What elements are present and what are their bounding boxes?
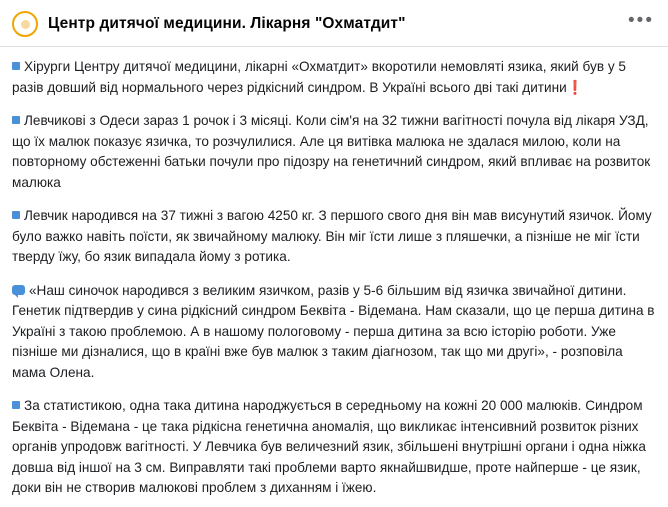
post-header	[0, 0, 668, 46]
post-paragraph	[12, 57, 656, 98]
post-paragraph	[12, 396, 656, 499]
exclamation-mark-icon: ❗	[566, 79, 584, 95]
blue-square-bullet-icon	[12, 62, 20, 70]
avatar[interactable]	[12, 11, 38, 37]
paragraph-text: Левчик народився на 37 тижні з вагою 4250 кг. З першого свого дня він мав висунутий язичок. Йому було важко навіть поїсти, як звичайному малюку. Він міг їсти лише з пляшечки, а пізніше не міг їсти тверду їжу, бо язик випадала йому з ротика.	[12, 208, 652, 264]
post-paragraph	[12, 206, 656, 268]
post-paragraph	[12, 111, 656, 193]
paragraph-text: Левчикові з Одеси зараз 1 рочок і 3 місяці. Коли сім'я на 32 тижни вагітності почула від лікаря УЗД, що їх малюк показує язичка, то розчулилися. Але ця витівка малюка не здалася милою, коли на повторному обстеженні батьки почули про підозру на генетичний синдром, який впливає на розвиток малюка	[12, 113, 651, 190]
post-body	[0, 47, 668, 499]
post-paragraph-quote	[12, 281, 656, 384]
paragraph-text: Хірурги Центру дитячої медицини, лікарні «Охматдит» вкоротили немовляті язика, який був у 5 разів довший від нормального через рідкісний синдром. В Україні всього дві такі дитини	[12, 59, 626, 95]
blue-square-bullet-icon	[12, 211, 20, 219]
blue-square-bullet-icon	[12, 401, 20, 409]
speech-bubble-icon	[12, 285, 25, 295]
paragraph-text: За статистикою, одна така дитина народжується в середньому на кожні 20 000 малюків. Синдром Беквіта - Відемана - це така рідкісна генетична аномалія, що викликає інтенсивний розвиток різних органів упродовж вагітності. У Левчика був величезний язик, збільшені внутрішні органи і одна ніжка довша від іншої на 3 см. Виправляти такі проблеми варто якнайшвидше, проте найперше - це язик, доки він не створив малюкові проблем з диханням і їжею.	[12, 398, 646, 495]
blue-square-bullet-icon	[12, 116, 20, 124]
page-title[interactable]: Центр дитячої медицини. Лікарня "Охматдит"	[48, 15, 406, 32]
paragraph-text: «Наш синочок народився з великим язичком, разів у 5-6 більшим від язичка звичайної дитини. Генетик підтвердив у сина рідкісний синдром Беквіта - Відемана. Нам сказали, що це перша дитина в Україні з такою проблемою. А в нашому пологовому - перша дитина за всю історію роботи. Уже пізніше ми дізналися, що в країні вже був малюк з таким діагнозом, так що ми другі», - розповіла мама Олена.	[12, 282, 655, 380]
more-options-icon[interactable]: •••	[628, 10, 654, 31]
